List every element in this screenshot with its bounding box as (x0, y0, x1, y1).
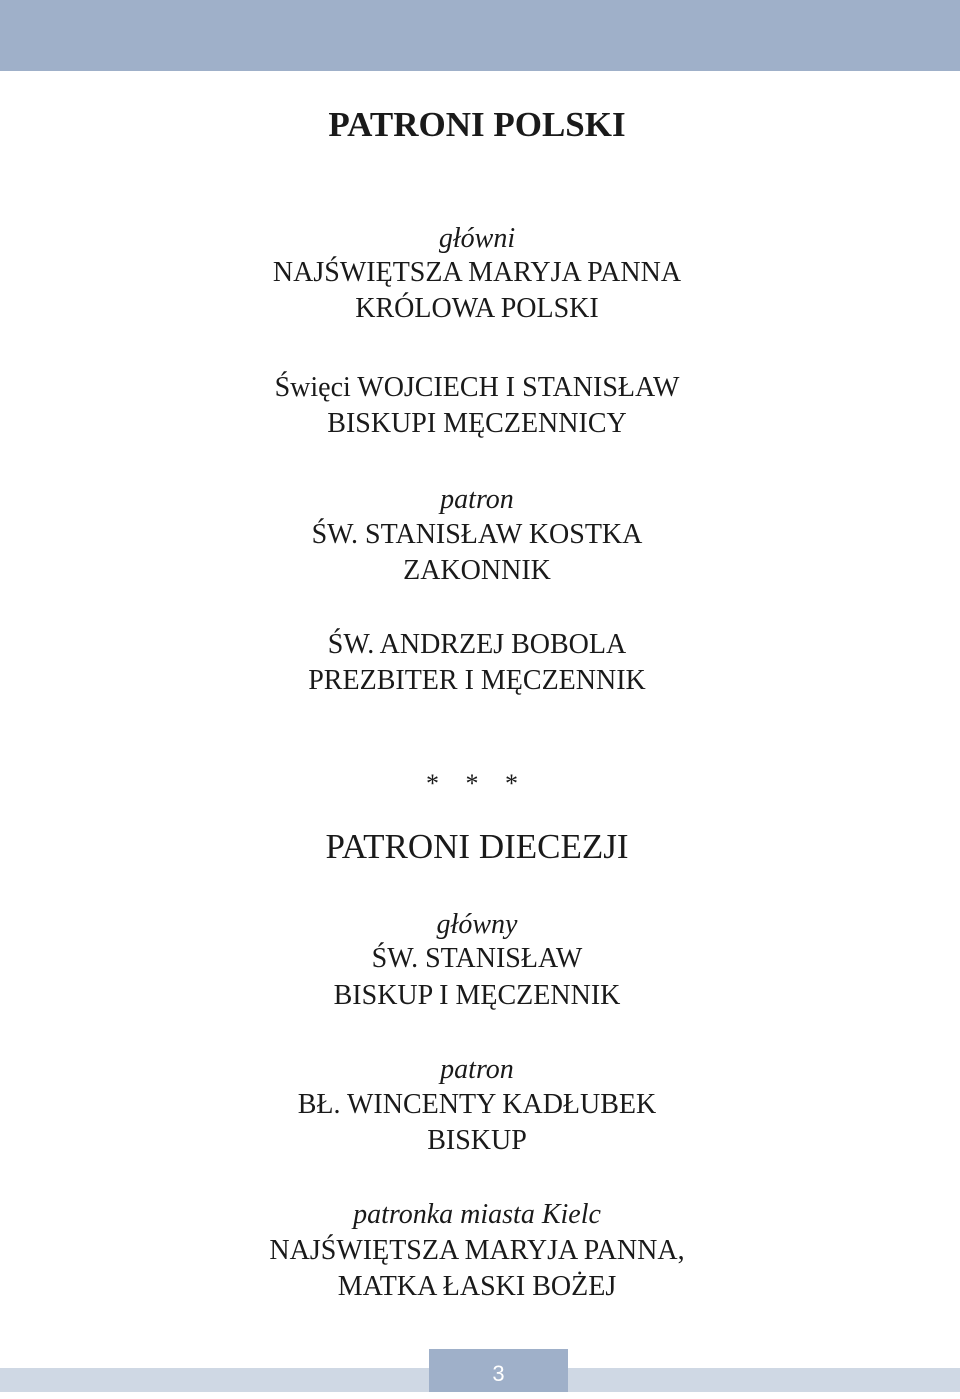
top-color-band (0, 0, 960, 71)
main-patrons-label: główni (438, 223, 516, 254)
kostka-line-1: ŚW. STANISŁAW KOSTKA (311, 519, 643, 550)
diocese-title: PATRONI DIECEZJI (325, 827, 629, 866)
city-line-1: NAJŚWIĘTSZA MARYJA PANNA, (269, 1235, 685, 1266)
city-patroness-label: patronka miasta Kielc (353, 1199, 601, 1230)
stanislaw-line-1: ŚW. STANISŁAW (371, 943, 583, 974)
mary-line-2: KRÓLOWA POLSKI (355, 293, 599, 324)
saints-line-2: BISKUPI MĘCZENNICY (327, 408, 627, 439)
city-line-2: MATKA ŁASKI BOŻEJ (337, 1271, 617, 1302)
page-number: 3 (429, 1349, 568, 1392)
stanislaw-line-2: BISKUP I MĘCZENNIK (333, 980, 621, 1011)
diocese-main-label: główny (436, 909, 518, 940)
page-title: PATRONI POLSKI (328, 105, 626, 144)
separator-stars: * * * (426, 769, 528, 798)
patron-label: patron (440, 484, 514, 515)
kostka-line-2: ZAKONNIK (403, 555, 551, 586)
wincenty-line-2: BISKUP (427, 1125, 527, 1156)
saints-line-1: Święci WOJCIECH I STANISŁAW (274, 372, 680, 403)
mary-line-1: NAJŚWIĘTSZA MARYJA PANNA (272, 257, 682, 288)
bobola-line-1: ŚW. ANDRZEJ BOBOLA (327, 629, 627, 660)
bobola-line-2: PREZBITER I MĘCZENNIK (308, 665, 646, 696)
wincenty-line-1: BŁ. WINCENTY KADŁUBEK (297, 1089, 657, 1120)
diocese-patron-label: patron (440, 1054, 514, 1085)
